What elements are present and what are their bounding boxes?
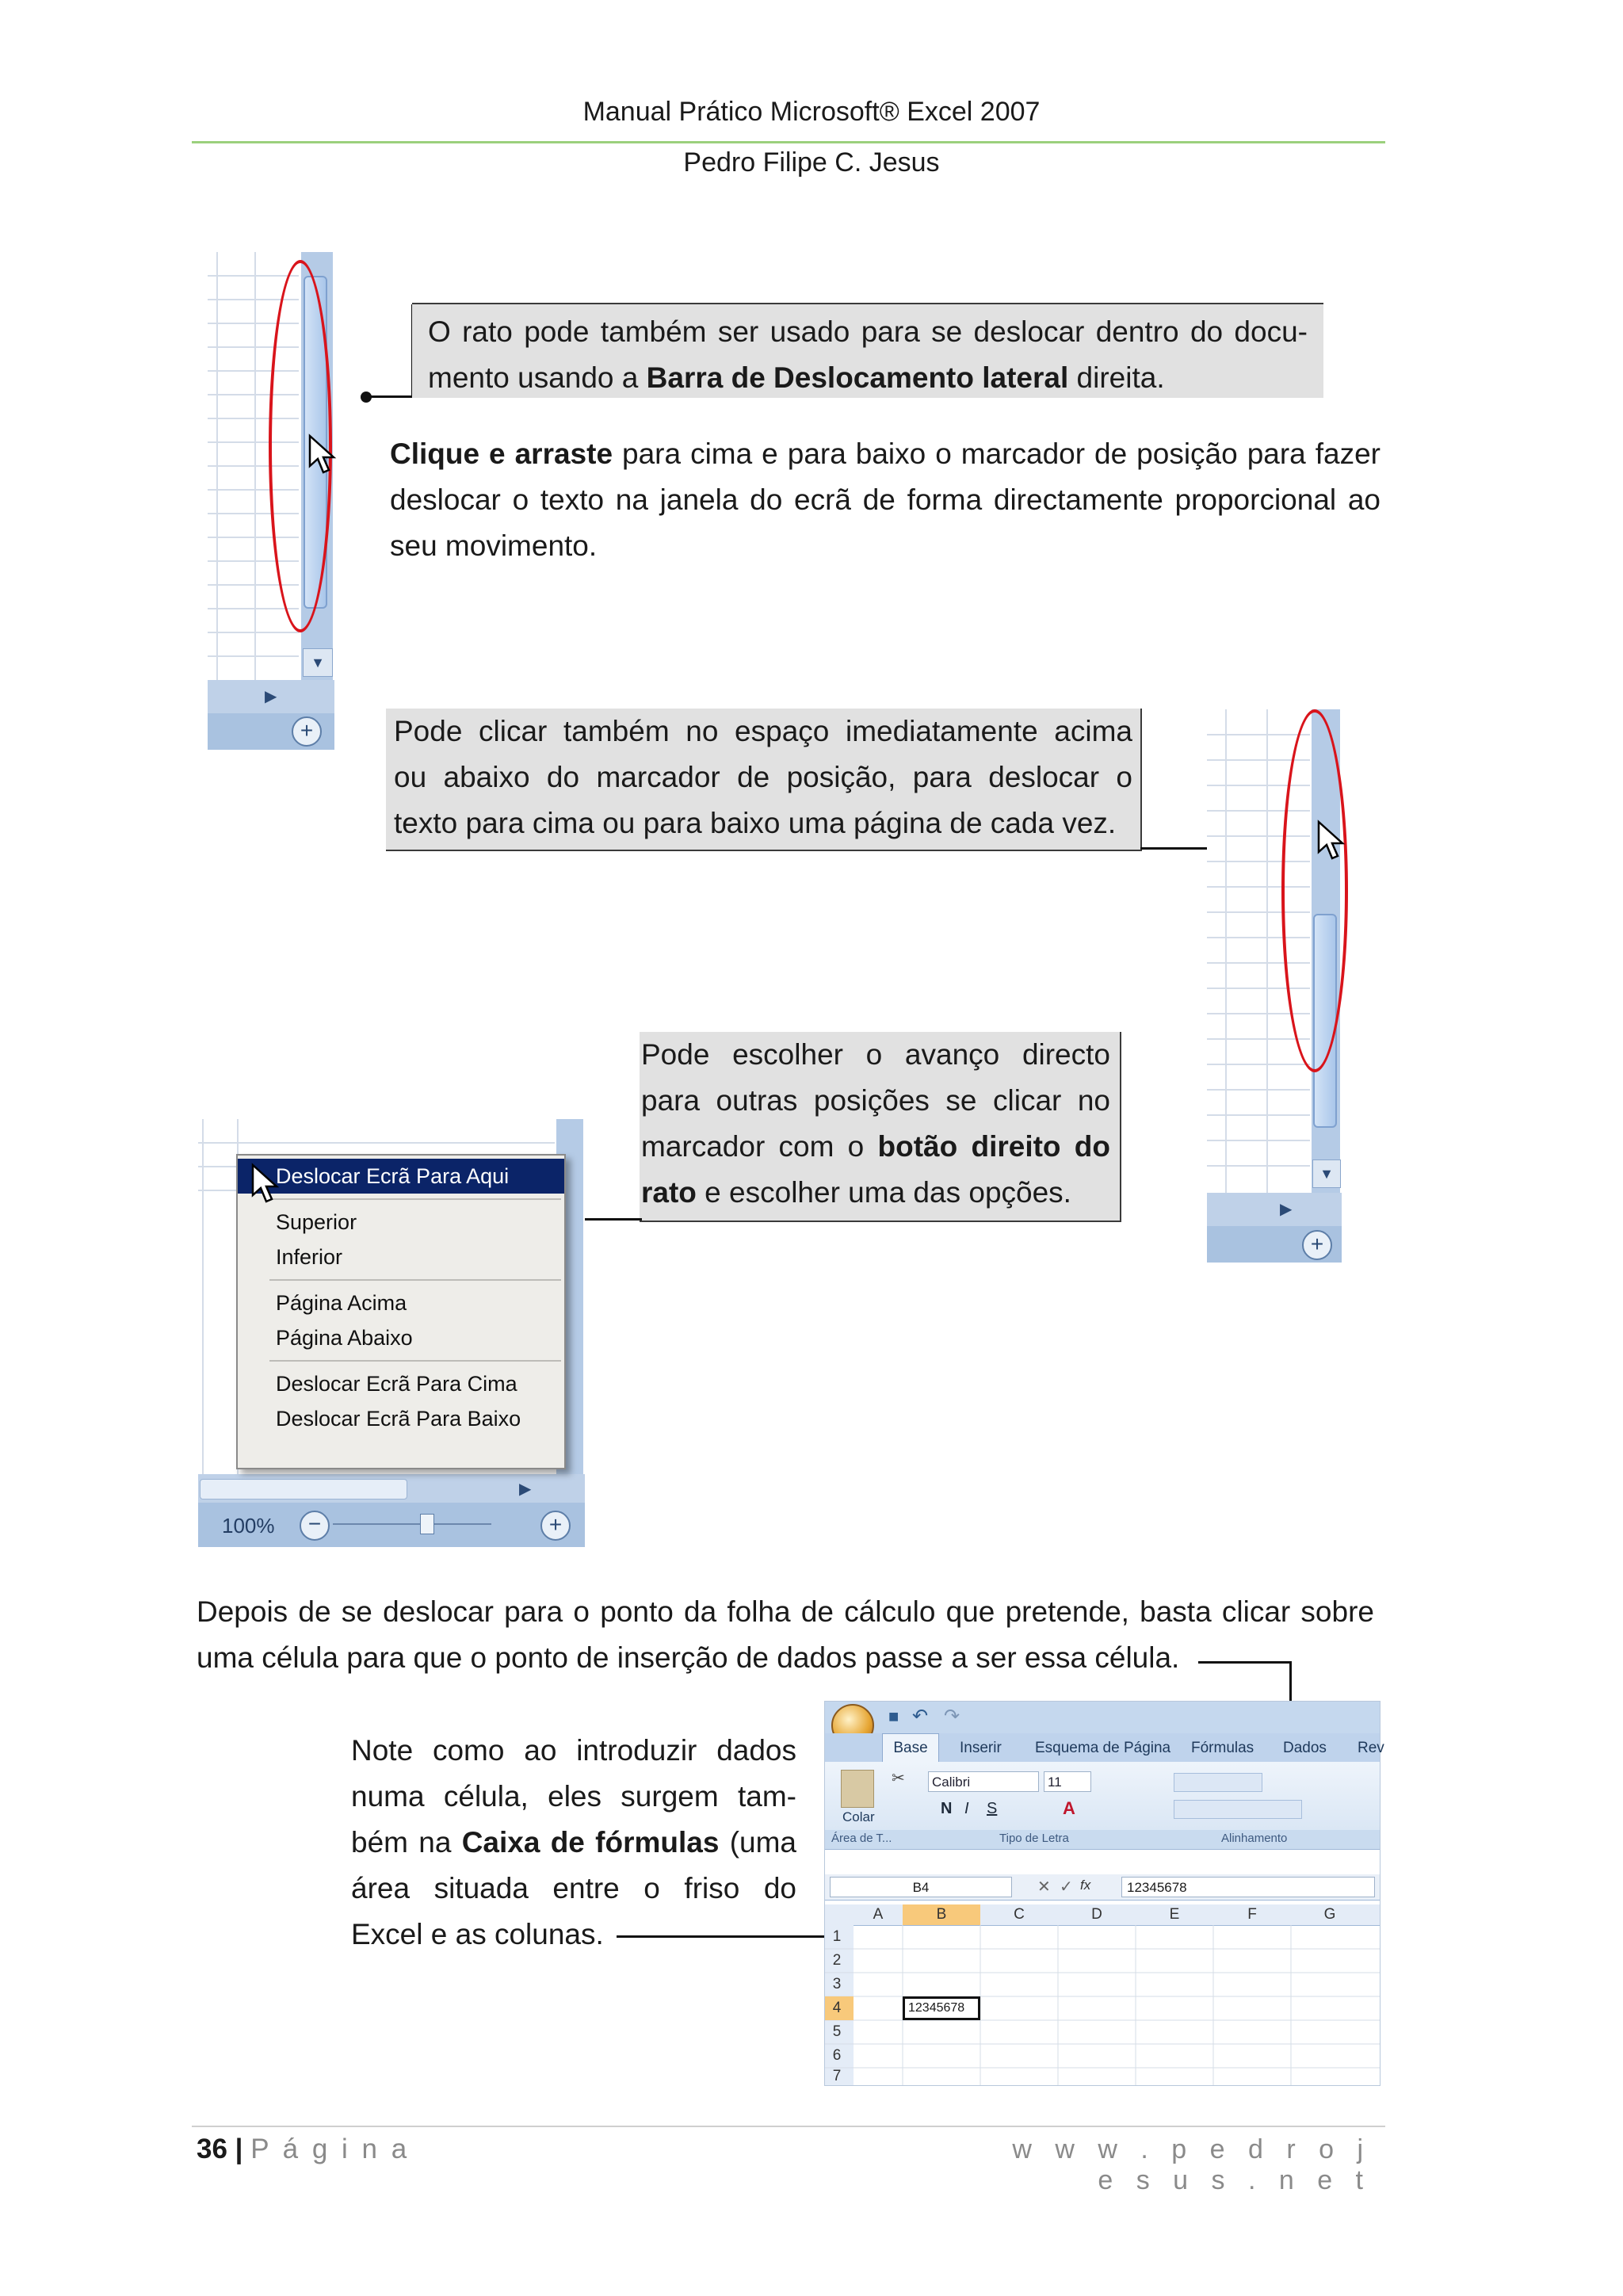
connector-line xyxy=(1198,1661,1292,1664)
paste-icon[interactable] xyxy=(841,1770,874,1808)
highlight-oval xyxy=(1281,709,1348,1072)
column-headers xyxy=(825,1904,1380,1926)
ribbon-tabs xyxy=(825,1733,1384,1762)
callout-text: O rato pode também ser usado para se deslocar dentro do docu- xyxy=(428,315,1308,348)
group-clipboard-label: Área de T... xyxy=(831,1832,892,1845)
menu-separator xyxy=(269,1360,561,1362)
status-bar xyxy=(1207,1226,1342,1263)
paragraph-select-cell: Depois de se deslocar para o ponto da folha de cálculo que pretende, basta clicar sobre uma célula para que o ponto de inserção de dados passe a ser essa célula. xyxy=(197,1595,1374,1674)
paste-button[interactable]: Colar xyxy=(842,1809,875,1824)
footer-rule xyxy=(192,2126,1385,2127)
zoom-level: 100% xyxy=(222,1514,275,1538)
active-cell-b4[interactable]: 12345678 xyxy=(903,1996,980,2020)
connector-line xyxy=(366,395,412,398)
row-header-4[interactable]: 4 xyxy=(832,2000,842,2016)
cancel-icon[interactable]: ✕ xyxy=(1037,1878,1051,1896)
website-link: w w w . p e d r o j e s u s . n e t xyxy=(1012,2134,1371,2195)
scroll-right-arrow-icon[interactable]: ▶ xyxy=(519,1480,532,1498)
status-bar xyxy=(208,713,334,750)
font-name-select[interactable]: Calibri xyxy=(928,1771,1039,1792)
column-header-c[interactable]: C xyxy=(1014,1906,1025,1923)
row-header-7[interactable]: 7 xyxy=(832,2068,842,2084)
document-title: Manual Prático Microsoft® Excel 2007 xyxy=(582,97,1041,127)
page-footer: 36 | P á g i n a xyxy=(197,2134,411,2164)
menu-item-top[interactable]: Superior xyxy=(276,1210,357,1234)
mouse-pointer-icon xyxy=(1316,820,1345,863)
column-header-d[interactable]: D xyxy=(1091,1906,1102,1923)
font-size-select[interactable]: 11 xyxy=(1044,1771,1091,1792)
menu-item-scroll-up[interactable]: Deslocar Ecrã Para Cima xyxy=(276,1372,517,1396)
zoom-in-icon[interactable]: + xyxy=(292,716,322,747)
group-alignment-label: Alinhamento xyxy=(1221,1832,1288,1845)
row-header-3[interactable]: 3 xyxy=(832,1976,842,1992)
mouse-pointer-icon xyxy=(250,1163,279,1206)
align-horizontal-buttons[interactable] xyxy=(1174,1800,1302,1819)
menu-separator xyxy=(269,1198,561,1200)
scroll-right-arrow-icon[interactable]: ▶ xyxy=(265,688,277,705)
paragraph-formula-bar: Note como ao introduzir dados numa célula, eles surgem tam- bém na Caixa de fórmulas (uma área situada entre o friso do Excel e as colunas. xyxy=(351,1734,796,1950)
context-menu xyxy=(236,1154,566,1469)
zoom-in-icon[interactable]: + xyxy=(1302,1230,1332,1260)
zoom-slider-handle[interactable] xyxy=(420,1514,434,1534)
group-font-label: Tipo de Letra xyxy=(999,1832,1069,1845)
bold-button[interactable]: N xyxy=(941,1800,953,1817)
horizontal-scroll-area xyxy=(1207,1193,1342,1226)
menu-item-scroll-down[interactable]: Deslocar Ecrã Para Baixo xyxy=(276,1407,521,1431)
status-bar xyxy=(198,1503,585,1547)
callout-box-2: Pode clicar também no espaço imediatamente acima ou abaixo do marcador de posição, para deslocar o texto para cima ou para baixo uma página de cada vez. xyxy=(386,709,1142,851)
horizontal-scroll-thumb[interactable] xyxy=(200,1479,407,1499)
row-header-5[interactable]: 5 xyxy=(832,2023,842,2040)
scroll-down-arrow-icon[interactable]: ▼ xyxy=(303,648,333,677)
formula-bar xyxy=(825,1874,1380,1901)
callout-box-3: Pode escolher o avanço directo para outras posições se clicar no marcador com o botão direito do rato e escolher uma das opções. xyxy=(640,1032,1121,1222)
underline-button[interactable]: S xyxy=(987,1800,998,1817)
quick-access-toolbar xyxy=(825,1702,1380,1733)
horizontal-scroll-area xyxy=(208,680,334,713)
redo-icon[interactable]: ↷ xyxy=(944,1706,960,1727)
column-header-f[interactable]: F xyxy=(1247,1906,1257,1923)
tab-esquema-pagina[interactable]: Esquema de Página xyxy=(1035,1740,1171,1756)
tab-inserir[interactable]: Inserir xyxy=(960,1740,1002,1756)
document-author: Pedro Filipe C. Jesus xyxy=(683,147,940,178)
page-label: P á g i n a xyxy=(250,2134,411,2164)
ribbon xyxy=(825,1762,1380,1850)
menu-separator xyxy=(269,1279,561,1281)
menu-item-bottom[interactable]: Inferior xyxy=(276,1245,343,1269)
paragraph-drag: Clique e arraste para cima e para baixo o marcador de posição para fazer deslocar o texto na janela do ecrã de forma directamente proporcional ao seu movimento. xyxy=(390,437,1381,562)
ribbon-group-labels xyxy=(825,1830,1380,1849)
context-menu-screenshot xyxy=(198,1119,585,1550)
insert-function-icon[interactable]: fx xyxy=(1080,1878,1091,1893)
scrollbar-screenshot-2 xyxy=(1207,709,1342,1268)
save-icon[interactable]: ■ xyxy=(888,1706,899,1726)
tab-dados[interactable]: Dados xyxy=(1283,1740,1327,1756)
align-top-buttons[interactable] xyxy=(1174,1773,1262,1792)
menu-item-page-down[interactable]: Página Abaixo xyxy=(276,1326,413,1350)
name-box[interactable]: B4 xyxy=(830,1877,1012,1897)
italic-button[interactable]: I xyxy=(964,1800,969,1817)
column-header-a[interactable]: A xyxy=(873,1906,884,1923)
font-color-icon[interactable]: A xyxy=(1063,1798,1075,1818)
enter-icon[interactable]: ✓ xyxy=(1060,1878,1073,1896)
header-rule xyxy=(192,141,1385,143)
scrollbar-screenshot-1 xyxy=(208,252,334,756)
tab-rever[interactable]: Rev xyxy=(1358,1740,1384,1756)
column-header-e[interactable]: E xyxy=(1169,1906,1180,1923)
formula-input[interactable]: 12345678 xyxy=(1121,1877,1375,1897)
column-header-b[interactable]: B xyxy=(903,1904,980,1925)
menu-item-page-up[interactable]: Página Acima xyxy=(276,1291,407,1315)
callout-text: mento usando a Barra de Deslocamento lateral direita. xyxy=(428,361,1165,394)
mouse-pointer-icon xyxy=(307,434,336,477)
zoom-out-icon[interactable]: − xyxy=(300,1511,330,1541)
cut-icon[interactable]: ✂ xyxy=(892,1770,905,1787)
undo-icon[interactable]: ↶ xyxy=(912,1706,929,1727)
tab-base[interactable]: Base xyxy=(882,1733,939,1763)
horizontal-scroll-area xyxy=(198,1474,585,1503)
page-number: 36 xyxy=(197,2134,227,2164)
callout-box-1 xyxy=(412,303,1323,398)
row-header-6[interactable]: 6 xyxy=(832,2047,842,2064)
menu-item-scroll-here[interactable]: Deslocar Ecrã Para Aqui xyxy=(238,1159,564,1194)
zoom-in-icon[interactable]: + xyxy=(540,1511,571,1541)
scroll-right-arrow-icon[interactable]: ▶ xyxy=(1280,1201,1293,1218)
zoom-slider[interactable] xyxy=(333,1523,491,1525)
row-header-1[interactable]: 1 xyxy=(832,1928,842,1945)
scroll-down-arrow-icon[interactable]: ▼ xyxy=(1312,1159,1341,1188)
column-header-g[interactable]: G xyxy=(1323,1906,1336,1923)
tab-formulas[interactable]: Fórmulas xyxy=(1191,1740,1254,1756)
excel-window-screenshot xyxy=(824,1701,1384,2086)
row-header-2[interactable]: 2 xyxy=(832,1952,842,1969)
